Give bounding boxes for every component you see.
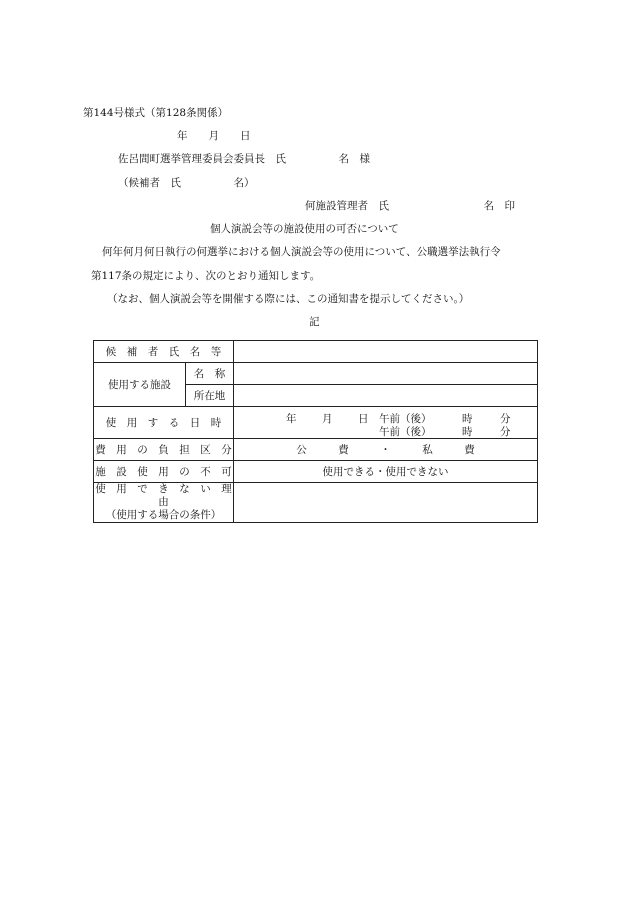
body-text-2: 第117条の規定により、次のとおり通知します。 [91, 270, 321, 282]
usable-label: 施 設 使 用 の 不 可 [94, 461, 234, 483]
datetime-label: 使 用 す る 日 時 [94, 407, 234, 439]
row-cost [94, 439, 538, 461]
note-text: （なお、個人演説会等を開催する際には、この通知書を提示してください。） [107, 293, 470, 305]
facility-name-label: 名 称 [186, 363, 234, 385]
addressee: 佐呂間町選挙管理委員会委員長 氏 名 様 [118, 153, 370, 165]
row-datetime [94, 407, 538, 439]
form-number: 第144号様式（第128条関係） [83, 107, 229, 119]
dt-year: 年 [286, 412, 297, 425]
datetime-field[interactable] [234, 407, 538, 439]
document-title: 個人演説会等の施設使用の可否について [210, 223, 399, 235]
dt-min-1: 分 [500, 412, 511, 425]
notification-table [93, 340, 538, 523]
reason-field[interactable] [234, 483, 538, 523]
body-text-1: 何年何月何日執行の何選挙における個人演説会等の使用について、公職選挙法執行令 [102, 246, 501, 258]
dt-day: 日 [358, 412, 369, 425]
row-reason [94, 483, 538, 523]
reason-label [94, 483, 243, 523]
facility-address-field[interactable] [234, 385, 538, 407]
dt-hour-1: 時 [462, 412, 473, 425]
cost-label: 費 用 の 負 担 区 分 [94, 439, 234, 461]
dt-ampm-1: 午前（後） [379, 412, 432, 425]
dt-ampm-2: 午前（後） [379, 425, 432, 438]
row-usable [94, 461, 538, 483]
date-line: 年 月 日 [177, 130, 251, 142]
dt-hour-2: 時 [462, 425, 473, 438]
candidate-line: （候補者 氏 名） [118, 177, 255, 189]
reason-label-1: 使 用 で き な い 理 由 [95, 483, 243, 508]
candidate-name-field[interactable] [234, 341, 538, 363]
facility-name-field[interactable] [234, 363, 538, 385]
candidate-name-label: 候 補 者 氏 名 等 [94, 341, 234, 363]
usable-value[interactable]: 使用できる・使用できない [234, 461, 538, 483]
row-candidate [94, 341, 538, 363]
dt-min-2: 分 [500, 425, 511, 438]
dt-month: 月 [322, 412, 333, 425]
reason-label-2: （使用する場合の条件） [105, 509, 222, 521]
facility-address-label: 所在地 [186, 385, 234, 407]
row-facility-name [94, 363, 538, 385]
ki-heading: 記 [309, 316, 320, 328]
facility-used-label: 使用する施設 [94, 363, 186, 407]
cost-value[interactable]: 公 費 ・ 私 費 [234, 439, 538, 461]
manager-line: 何施設管理者 氏 名 印 [305, 200, 515, 212]
